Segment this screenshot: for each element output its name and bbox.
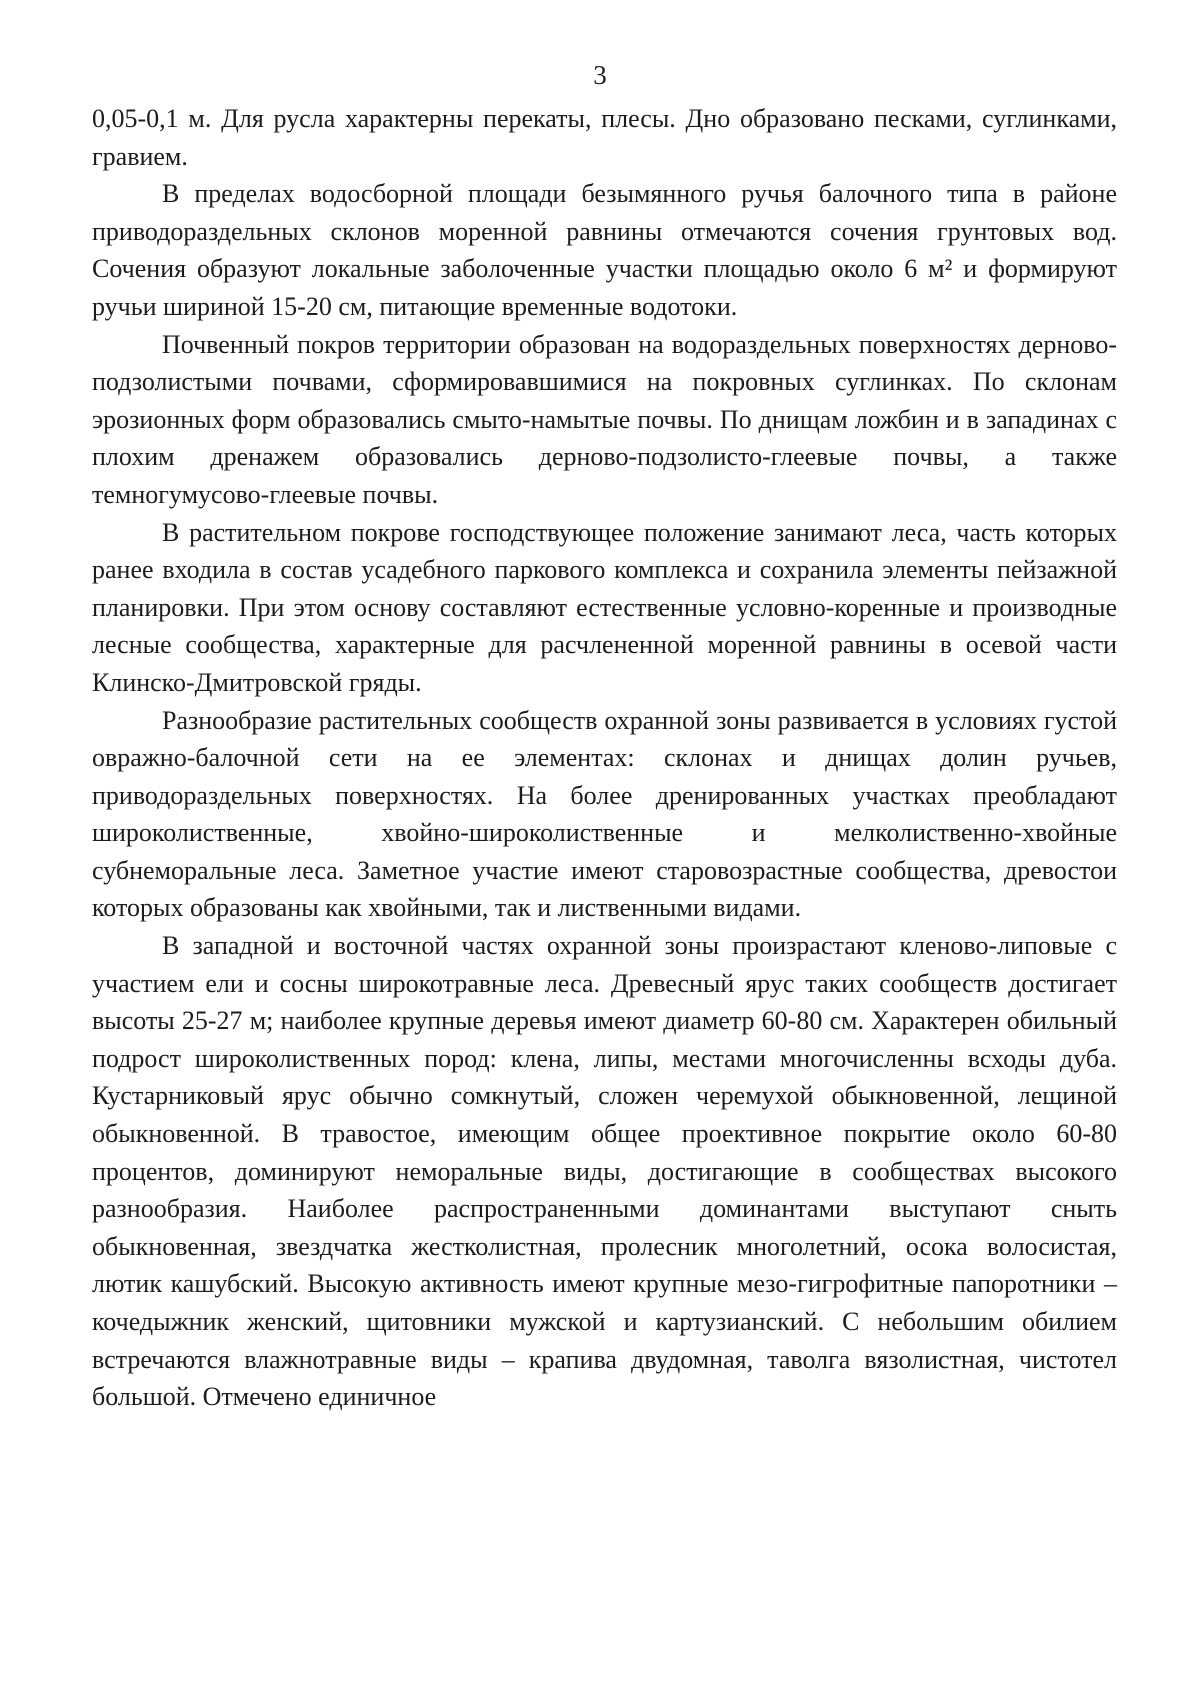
paragraph-vegetation-cover: В растительном покрове господствующее положение занимают леса, часть которых ранее входила в состав усадебного паркового комплекса и сохранила элементы пейзажной планировки. При этом основу составляют естественные условно-коренные и производные лесные сообщества, характерные для расчлененной моренной равнины в осевой части Клинско-Дмитровской гряды. <box>92 517 1117 697</box>
paragraph-maple-linden-forests: В западной и восточной частях охранной зоны произрастают кленово-липовые с участием ели и сосны широкотравные леса. Древесный ярус таких сообществ достигает высоты 25-27 м; наиболее крупные деревья имеют диаметр 60-80 см. Характерен обильный подрост широколиственных пород: клена, липы, местами многочисленны всходы дуба. Кустарниковый ярус обычно сомкнутый, сложен черемухой обыкновенной, лещиной обыкновенной. В травостое, имеющим общее проективное покрытие около 60-80 процентов, доминируют неморальные виды, достигающие в сообществах высокого разнообразия. Наиболее распространенными доминантами выступают сныть обыкновенная, звездчатка жестколистная, пролесник многолетний, осока волосистая, лютик кашубский. Высокую активность имеют крупные мезо-гигрофитные папоротники – кочедыжник женский, щитовники мужской и картузианский. С небольшим обилием встречаются влажнотравные виды – крапива двудомная, таволга вязолистная, чистотел большой. Отмечено единичное <box>92 931 1117 1412</box>
paragraph-groundwater-seeps: В пределах водосборной площади безымянного ручья балочного типа в районе приводораздельных склонов моренной равнины отмечаются сочения грунтовых вод. Сочения образуют локальные заболоченные участки площадью около 6 м² и формируют ручьи шириной 15-20 см, питающие временные водотоки. <box>92 179 1117 321</box>
document-body <box>92 100 1117 1416</box>
page-number: 3 <box>593 60 607 90</box>
paragraph-plant-community-diversity: Разнообразие растительных сообществ охранной зоны развивается в условиях густой овражно-балочной сети на ее элементах: склонах и днищах долин ручьев, приводораздельных поверхностях. На более дренированных участках преобладают широколиственные, хвойно-широколиственные и мелколиственно-хвойные субнеморальные леса. Заметное участие имеют старовозрастные сообщества, древостои которых образованы как хвойными, так и лиственными видами. <box>92 705 1117 923</box>
paragraph-soil-cover: Почвенный покров территории образован на водораздельных поверхностях дерново-подзолистыми почвами, сформировавшимися на покровных суглинках. По склонам эрозионных форм образовались смыто-намытые почвы. По днищам ложбин и в западинах с плохим дренажем образовались дерново-подзолисто-глеевые почвы, а также темногумусово-глеевые почвы. <box>92 329 1117 509</box>
paragraph-channel-description: 0,05-0,1 м. Для русла характерны перекаты, плесы. Дно образовано песками, суглинками, гравием. <box>92 104 1117 171</box>
